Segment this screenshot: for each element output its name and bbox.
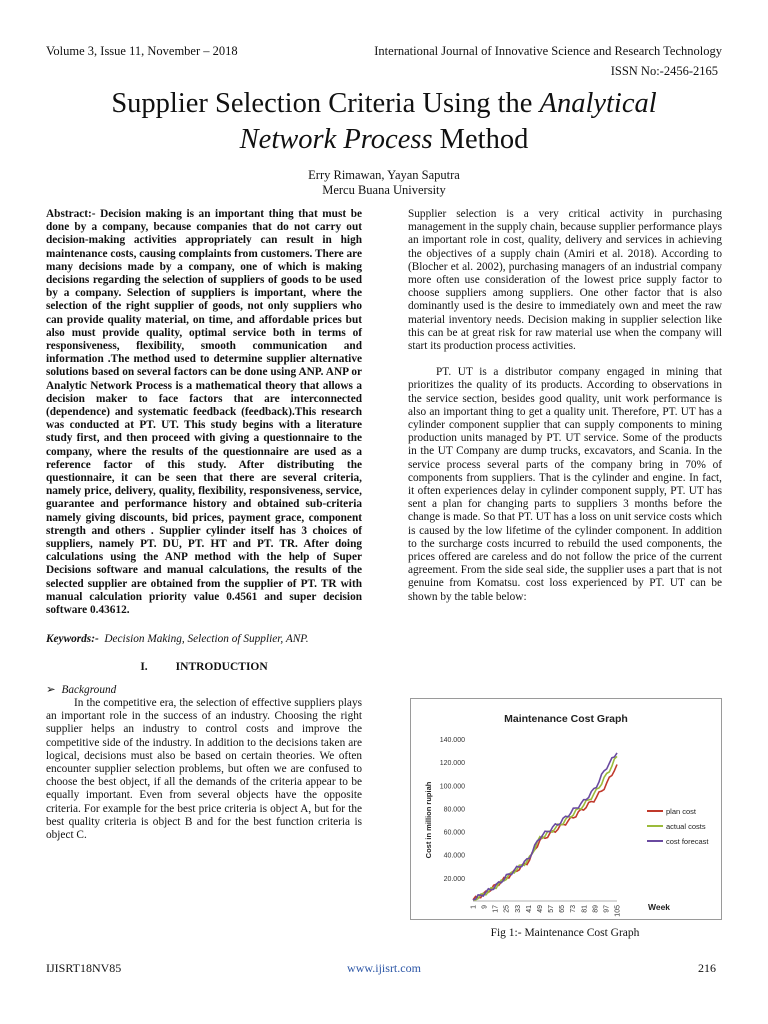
paper-title bbox=[40, 86, 728, 158]
maintenance-cost-chart bbox=[411, 699, 721, 919]
y-tick-label: 100.000 bbox=[439, 783, 465, 791]
y-tick-label: 60.000 bbox=[443, 829, 465, 837]
legend-label: plan cost bbox=[666, 807, 697, 816]
x-axis-label: Week bbox=[647, 902, 671, 912]
x-tick-label: 57 bbox=[548, 905, 556, 913]
title-part2: Analytical bbox=[539, 88, 657, 119]
chart-title: Maintenance Cost Graph bbox=[504, 713, 628, 725]
title-part1: Supplier Selection Criteria Using the bbox=[111, 88, 540, 119]
x-tick-label: 89 bbox=[592, 905, 600, 913]
x-tick-label: 25 bbox=[503, 905, 511, 913]
keywords bbox=[46, 633, 362, 646]
arrow-bullet-icon: ➢ bbox=[46, 683, 56, 696]
right-paragraph-1: Supplier selection is a very critical activity in purchasing management in the supply chain, because supplier performance plays an important role in cost, quality, delivery and services in achieving the objectives of a supply chain (Amiri et al. 2018). According to (Blocher et al. 2002), purchasing managers of an industrial company more often use consideration of the lowest price supply factor to choose suppliers among suppliers. One other factor that is also dominantly used is the desire to immediately own and meet the raw material inventory needs. Decision making in supplier selection like this can be at great risk for raw material use when the company will start its production process activities. bbox=[408, 208, 722, 353]
x-tick-label: 17 bbox=[492, 905, 500, 913]
x-tick-label: 81 bbox=[581, 905, 589, 913]
title-part3: Network Process bbox=[239, 124, 433, 155]
intro-paragraph: In the competitive era, the selection of effective suppliers plays an important role in the success of an industry. Choosing the right supplier helps an industry to control costs and improve the competitive side of the industry. In addition to the decisions taken are logical, decisions must also be based on certain theories. We often encounter supplier selection problems, but often we are confused to choose the best object, if all the demands of the criteria appear to be equally important. Even from several objects have the opposite criteria. For example for the best price criteria is object A, but for the best quality criteria is object B and for the best function criteria is object C. bbox=[46, 696, 362, 841]
legend-label: cost forecast bbox=[666, 837, 709, 846]
x-tick-label: 65 bbox=[559, 905, 567, 913]
section-heading bbox=[46, 661, 362, 674]
title-part4: Method bbox=[432, 124, 529, 155]
y-tick-label: 120.000 bbox=[439, 760, 465, 768]
x-tick-label: 73 bbox=[570, 905, 578, 913]
journal-url[interactable]: www.ijisrt.com bbox=[347, 961, 421, 975]
keywords-label: Keywords:- bbox=[46, 633, 99, 646]
y-tick-label: 80.000 bbox=[443, 806, 465, 814]
subsection-title: Background bbox=[61, 683, 117, 696]
legend-label: actual costs bbox=[666, 822, 706, 831]
left-column bbox=[46, 208, 362, 842]
subsection-heading bbox=[46, 684, 362, 697]
journal-name: International Journal of Innovative Science and Research Technology bbox=[374, 44, 722, 58]
keywords-text: Decision Making, Selection of Supplier, ANP. bbox=[104, 633, 309, 646]
section-number: I. bbox=[140, 660, 148, 673]
x-tick-label: 9 bbox=[481, 905, 489, 909]
y-tick-label: 40.000 bbox=[443, 852, 465, 860]
section-title: INTRODUCTION bbox=[175, 660, 268, 673]
y-tick-label: 20.000 bbox=[443, 875, 465, 883]
issn: ISSN No:-2456-2165 bbox=[610, 64, 718, 78]
x-tick-label: 49 bbox=[536, 905, 544, 913]
series-line-cost-forecast bbox=[473, 753, 617, 900]
x-tick-label: 1 bbox=[470, 905, 478, 909]
abstract: Abstract:- Decision making is an important thing that must be done by a company, because companies that do not carry out decision-making activities appropriately can result in high maintenance costs, causing complaints from customers. There are many decisions made by a company, one of which is making decisions regarding the selection of suppliers of goods to be used by a company. Selection of suppliers is important, where the selection of the right supplier of goods, not only suppliers who can provide quality material, on time, and affordable prices but also must provide quality, optimal service both in terms of responsiveness, flexibility, smooth communication and information .The method used to determine supplier alternative solutions based on several factors can be done using ANP. ANP or Analytic Network Process is a mathematical theory that allows a decision maker to face factors that are interconnected (dependence) and systematic feedback (feedback).This research was conducted at PT. UT. This study begins with a literature study first, and then proceed with giving a questionnaire to the company, where the results of the questionnaire are used as a reference factor of this study. After distributing the questionnaire, it can be seen that there are several criteria, namely price, delivery, quality, flexibility, responsiveness, service, guarantee and performance history and obtained sub-criteria namely giving discounts, bid prices, payment grace, component strength and others . Supplier cylinder itself has 3 choices of suppliers, namely PT. DU, PT. HT and PT. TR. After doing calculations using the ANP method with the help of Super Decisions software and manual calculations, the results of the selected supplier are obtained from the supplier of PT. TR with manual calculation priority value 0.4561 and super decision software 0.43612. bbox=[46, 208, 362, 617]
x-tick-label: 33 bbox=[514, 905, 522, 913]
author-block bbox=[0, 168, 768, 198]
y-tick-label: 140.000 bbox=[439, 737, 465, 744]
series-line-actual-costs bbox=[473, 756, 617, 899]
x-tick-label: 97 bbox=[603, 905, 611, 913]
y-axis-label: Cost in million rupiah bbox=[424, 781, 433, 859]
figure-caption: Fig 1:- Maintenance Cost Graph bbox=[490, 927, 640, 939]
paper-code: IJISRT18NV85 bbox=[46, 961, 122, 975]
author-names: Erry Rimawan, Yayan Saputra bbox=[308, 168, 460, 182]
author-affiliation: Mercu Buana University bbox=[322, 183, 446, 197]
page-number: 216 bbox=[698, 961, 716, 975]
x-tick-label: 41 bbox=[525, 905, 533, 913]
x-tick-label: 105 bbox=[614, 905, 622, 917]
volume-issue: Volume 3, Issue 11, November – 2018 bbox=[46, 44, 238, 58]
right-paragraph-2: PT. UT is a distributor company engaged in mining that prioritizes the quality of its products. According to observations in the service section, besides good quality, unit work performance is also an important thing to get a quality unit. Therefore, PT. UT has a cylinder component supplier that can supply components to mining production units managed by PT. UT service. Some of the products in the UT Company are dump trucks, excavators, and Scania. In the service process several parts of the company bring in 70% of components from suppliers. That is the cylinder and engine. In fact, it often experiences delay in cylinder component supply, PT. UT has sent a plan for changing parts to suppliers 3 months before the change is made. So that PT. UT has a loss on unit service costs which is caused by the low lifetime of the cylinder component. In addition to the surcharge costs incurred to rebuild the used components, the prices offered are careless and do not follow the price of the current agreement. From the side seal side, the supplier uses a part that is not genuine from Komatsu. cost loss experienced by PT. UT can be shown by the table below: bbox=[408, 366, 722, 603]
maintenance-cost-figure bbox=[410, 698, 722, 920]
right-column bbox=[408, 208, 722, 604]
